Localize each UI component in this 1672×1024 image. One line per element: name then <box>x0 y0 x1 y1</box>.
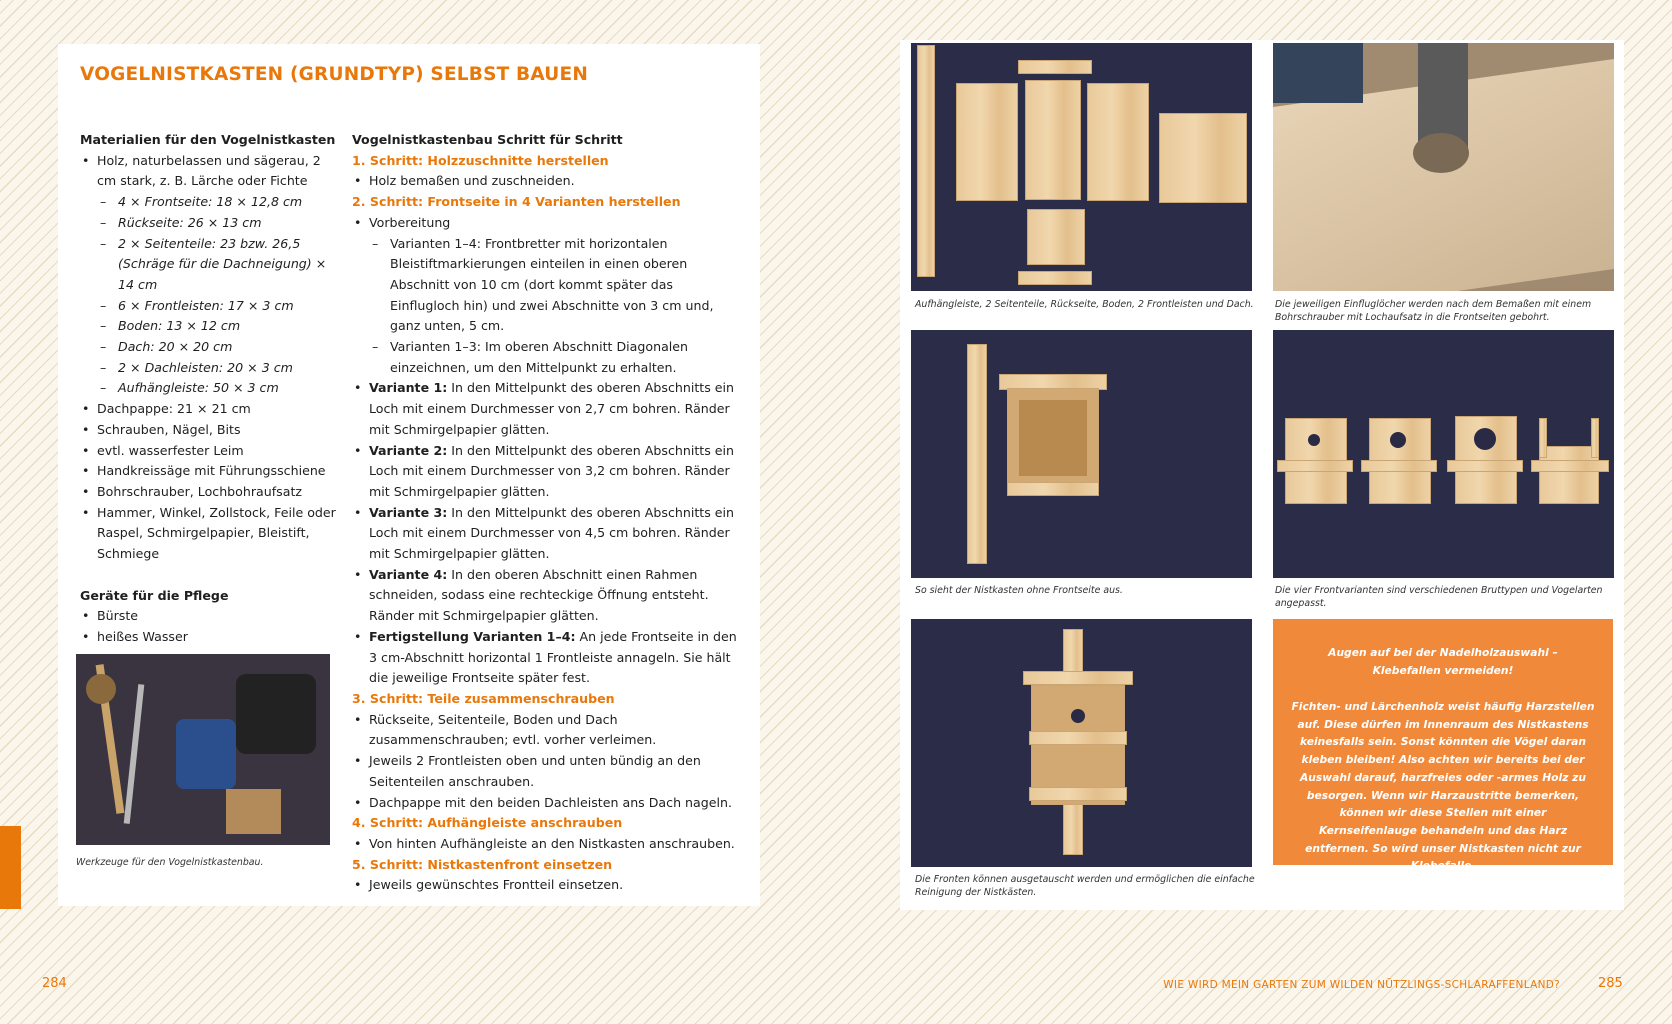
variant-label: Variante 3: <box>369 504 448 520</box>
page-title: VOGELNISTKASTEN (GRUNDTYP) SELBST BAUEN <box>80 64 589 85</box>
list-item-variant-3 <box>352 503 742 565</box>
finish-text: An jede Frontseite in den 3 cm-Abschnitt horizontal 1 Frontleiste annageln. Sie hält die jeweilige Frontseite später fest. <box>369 628 737 686</box>
step-5-title: 5. Schritt: Nistkastenfront einsetzen <box>352 856 613 872</box>
tip-box <box>1273 619 1613 873</box>
list-item-variant-4 <box>352 565 742 627</box>
list-item: • Dachpappe: 21 × 21 cm <box>80 399 338 420</box>
variant-text: In den Mittelpunkt des oberen Abschnitts ein Loch mit einem Durchmesser von 4,5 cm bohren. Ränder mit Schmirgelpapier glätten. <box>369 504 735 562</box>
list-item: • Dachpappe mit den beiden Dachleisten ans Dach nageln. <box>352 793 742 814</box>
care-list <box>80 606 338 647</box>
list-item: • Jeweils gewünschtes Frontteil einsetzen. <box>352 875 742 896</box>
list-item: – Aufhängleiste: 50 × 3 cm <box>80 378 338 399</box>
list-item: – Varianten 1–3: Im oberen Abschnitt Diagonalen einzeichnen, um den Mittelpunkt zu erhalten. <box>352 337 742 378</box>
materials-heading: Materialien für den Vogelnistkasten <box>80 132 336 147</box>
running-title: WIE WIRD MEIN GARTEN ZUM WILDEN NÜTZLINGS-SCHLARAFFENLAND? <box>1163 979 1560 991</box>
drill-caption: Die jeweiligen Einfluglöcher werden nach dem Bemaßen mit einem Bohrschrauber mit Lochaufsatz in die Frontseiten gebohrt. <box>1275 299 1592 323</box>
variant-text: In den oberen Abschnitt einen Rahmen schneiden, sodass eine rechteckige Öffnung entsteht. Ränder mit Schmirgelpapier glätten. <box>369 566 709 624</box>
list-item: – Dach: 20 × 20 cm <box>80 337 338 358</box>
list-item: – Varianten 1–4: Frontbretter mit horizontalen Bleistiftmarkierungen einteilen in einen oberen Abschnitt von 10 cm (dort kommt später das Einflugloch hin) und zwei Abschnitte von 3 cm und, ganz unten, 5 cm. <box>352 234 742 338</box>
chapter-tab-marker <box>0 826 21 909</box>
list-item: • Holz bemaßen und zuschneiden. <box>352 171 742 192</box>
tip-heading: Augen auf bei der Nadelholzauswahl – Klebefallen vermeiden! <box>1328 646 1558 677</box>
tip-body: Fichten- und Lärchenholz weist häufig Harzstellen auf. Diese dürfen im Innenraum des Nistkastens keinesfalls sein. Sonst könnten die Vögel daran kleben bleiben! Also achten wir bereits bei der Auswahl darauf, harzfreies oder -armes Holz zu besorgen. Wenn wir Harzaustritte bemerken, können wir diese Stellen mit einer Kernseifenlauge behandeln und das Harz entfernen. So wird unser Nistkasten nicht zur Klebefalle. <box>1291 700 1595 873</box>
finish-label: Fertigstellung Varianten 1–4: <box>369 628 576 644</box>
steps-heading: Vogelnistkastenbau Schritt für Schritt <box>352 132 623 147</box>
materials-list <box>80 151 338 192</box>
exchangeable-fronts-caption: Die Fronten können ausgetauscht werden und ermöglichen die einfache Reinigung der Nistkästen. <box>915 874 1255 898</box>
list-item: • evtl. wasserfester Leim <box>80 441 338 462</box>
variant-label: Variante 4: <box>369 566 448 582</box>
list-item: – 2 × Dachleisten: 20 × 3 cm <box>80 358 338 379</box>
list-item: • Hammer, Winkel, Zollstock, Feile oder Raspel, Schmirgelpapier, Bleistift, Schmiege <box>80 503 338 565</box>
materials-column <box>80 130 338 648</box>
front-variants-caption: Die vier Frontvarianten sind verschiedenen Bruttypen und Vogelarten angepasst. <box>1275 585 1603 609</box>
variant-label: Variante 2: <box>369 442 448 458</box>
list-item: – Boden: 13 × 12 cm <box>80 316 338 337</box>
list-item-finish <box>352 627 742 689</box>
variant-text: In den Mittelpunkt des oberen Abschnitts ein Loch mit einem Durchmesser von 3,2 cm bohren. Ränder mit Schmirgelpapier glätten. <box>369 442 735 499</box>
step-1-title: 1. Schritt: Holzzuschnitte herstellen <box>352 152 609 168</box>
list-item-variant-2 <box>352 441 742 503</box>
list-item: • Schrauben, Nägel, Bits <box>80 420 338 441</box>
tools-caption: Werkzeuge für den Vogelnistkastenbau. <box>76 857 264 868</box>
list-item: • Rückseite, Seitenteile, Boden und Dach zusammenschrauben; evtl. vorher verleimen. <box>352 710 742 751</box>
list-item: • Bürste <box>80 606 338 627</box>
list-item: • Vorbereitung <box>352 213 742 234</box>
list-item: • Von hinten Aufhängleiste an den Nistkasten anschrauben. <box>352 834 742 855</box>
materials-list-rest <box>80 399 338 565</box>
care-heading: Geräte für die Pflege <box>80 587 229 603</box>
steps-column <box>352 130 742 896</box>
list-item: • Bohrschrauber, Lochbohraufsatz <box>80 482 338 503</box>
drill-photo <box>1273 43 1614 291</box>
box-without-front-photo <box>911 330 1252 578</box>
list-item: – Rückseite: 26 × 13 cm <box>80 213 338 234</box>
cuts-list <box>80 192 338 399</box>
variant-label: Variante 1: <box>369 380 448 396</box>
step-4-title: 4. Schritt: Aufhängleiste anschrauben <box>352 815 623 831</box>
tools-photo <box>76 654 330 845</box>
left-page-number: 284 <box>42 976 67 991</box>
list-item: – 6 × Frontleisten: 17 × 3 cm <box>80 296 338 317</box>
list-item-variant-1 <box>352 378 742 440</box>
exchangeable-fronts-photo <box>911 619 1252 867</box>
parts-caption: Aufhängleiste, 2 Seitenteile, Rückseite, Boden, 2 Frontleisten und Dach. <box>915 299 1254 310</box>
list-item: • Handkreissäge mit Führungsschiene <box>80 461 338 482</box>
parts-photo <box>911 43 1252 291</box>
list-item: – 2 × Seitenteile: 23 bzw. 26,5 (Schräge für die Dachneigung) × 14 cm <box>80 234 338 296</box>
front-variants-photo <box>1273 330 1614 578</box>
variant-text: In den Mittelpunkt des oberen Abschnitts ein Loch mit einem Durchmesser von 2,7 cm bohren. Ränder mit Schmirgelpapier glätten. <box>369 380 735 437</box>
step-2-title: 2. Schritt: Frontseite in 4 Varianten herstellen <box>352 194 681 210</box>
list-item: • Holz, naturbelassen und sägerau, 2 cm stark, z. B. Lärche oder Fichte <box>80 151 338 192</box>
step-3-title: 3. Schritt: Teile zusammenschrauben <box>352 690 615 706</box>
list-item: – 4 × Frontseite: 18 × 12,8 cm <box>80 192 338 213</box>
list-item: • heißes Wasser <box>80 627 338 648</box>
right-page-number: 285 <box>1598 976 1623 991</box>
list-item: • Jeweils 2 Frontleisten oben und unten bündig an den Seitenteilen anschrauben. <box>352 751 742 792</box>
box-without-front-caption: So sieht der Nistkasten ohne Frontseite aus. <box>915 585 1123 596</box>
